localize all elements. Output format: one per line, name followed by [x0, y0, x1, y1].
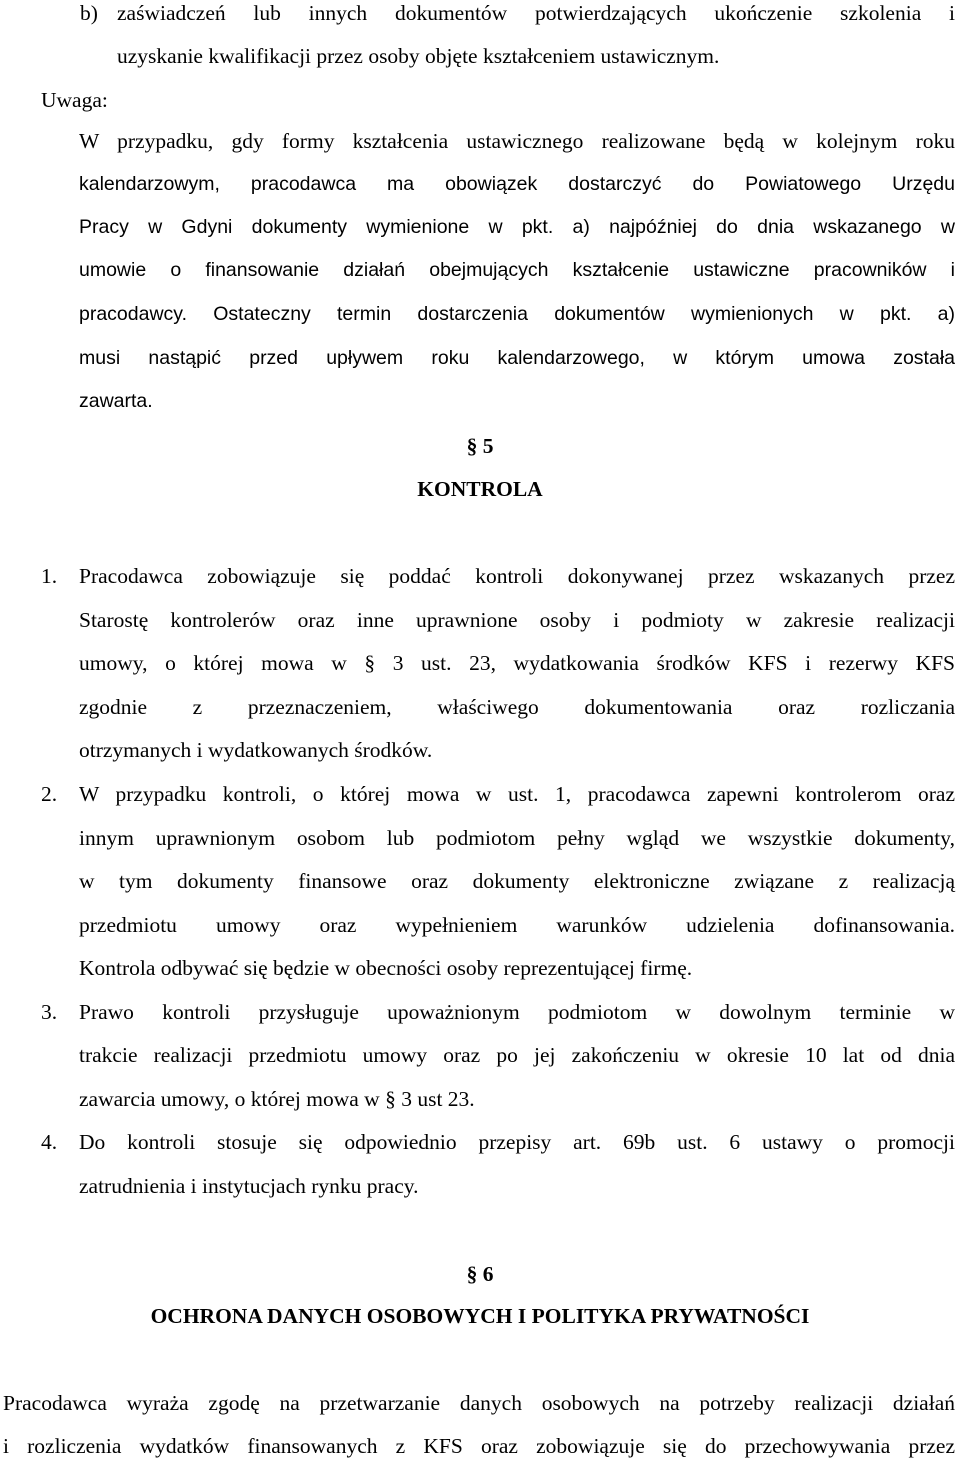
list-marker: 3. — [41, 1000, 58, 1024]
note-line: umowie o finansowanie działań obejmujących kształcenie ustawiczne pracowników i — [79, 259, 955, 281]
section-number: § 5 — [466, 434, 494, 458]
paragraph-line: w tym dokumenty finansowe oraz dokumenty elektroniczne związane z realizacją — [79, 869, 955, 893]
list-marker: b) — [80, 1, 98, 25]
paragraph-line: trakcie realizacji przedmiotu umowy oraz po jej zakończeniu w okresie 10 lat od dnia — [79, 1043, 955, 1067]
item-b-text-line: zaświadczeń lub innych dokumentów potwierdzających ukończenie szkolenia i — [117, 1, 955, 25]
note-line: pracodawcy. Ostateczny termin dostarczenia dokumentów wymienionych w pkt. a) — [79, 303, 955, 325]
note-line: W przypadku, gdy formy kształcenia ustawicznego realizowane będą w kolejnym roku — [79, 129, 955, 153]
note-line: Pracy w Gdyni dokumenty wymienione w pkt. a) najpóźniej do dnia wskazanego w — [79, 216, 955, 238]
note-label: Uwaga: — [41, 88, 108, 112]
section-title: KONTROLA — [417, 477, 543, 501]
note-line: musi nastąpić przed upływem roku kalendarzowego, w którym umowa została — [79, 347, 955, 369]
paragraph-line: innym uprawnionym osobom lub podmiotom pełny wgląd we wszystkie dokumenty, — [79, 826, 955, 850]
paragraph-line: zatrudnienia i instytucjach rynku pracy. — [79, 1174, 419, 1198]
paragraph-line: i rozliczenia wydatków finansowanych z KFS oraz zobowiązuje się do przechowywania przez — [3, 1434, 955, 1458]
section-title: OCHRONA DANYCH OSOBOWYCH I POLITYKA PRYWATNOŚCI — [150, 1304, 810, 1328]
note-line: zawarta. — [79, 390, 153, 412]
paragraph-line: zgodnie z przeznaczeniem, właściwego dokumentowania oraz rozliczania — [79, 695, 955, 719]
paragraph-line: Pracodawca zobowiązuje się poddać kontroli dokonywanej przez wskazanych przez — [79, 564, 955, 588]
paragraph-line: zawarcia umowy, o której mowa w § 3 ust 23. — [79, 1087, 475, 1111]
paragraph-line: Pracodawca wyraża zgodę na przetwarzanie danych osobowych na potrzeby realizacji działań — [3, 1391, 955, 1415]
paragraph-line: umowy, o której mowa w § 3 ust. 23, wydatkowania środków KFS i rezerwy KFS — [79, 651, 955, 675]
paragraph-line: Do kontroli stosuje się odpowiednio przepisy art. 69b ust. 6 ustawy o promocji — [79, 1130, 955, 1154]
paragraph-line: otrzymanych i wydatkowanych środków. — [79, 738, 433, 762]
paragraph-line: Kontrola odbywać się będzie w obecności osoby reprezentującej firmę. — [79, 956, 693, 980]
paragraph-line: Prawo kontroli przysługuje upoważnionym podmiotom w dowolnym terminie w — [79, 1000, 955, 1024]
paragraph-line: W przypadku kontroli, o której mowa w ust. 1, pracodawca zapewni kontrolerom oraz — [79, 782, 955, 806]
note-line: kalendarzowym, pracodawca ma obowiązek dostarczyć do Powiatowego Urzędu — [79, 173, 955, 195]
paragraph-line: Starostę kontrolerów oraz inne uprawnione osoby i podmioty w zakresie realizacji — [79, 608, 955, 632]
paragraph-line: przedmiotu umowy oraz wypełnieniem warunków udzielenia dofinansowania. — [79, 913, 955, 937]
list-marker: 2. — [41, 782, 58, 806]
section-number: § 6 — [466, 1262, 494, 1286]
item-b-text-line: uzyskanie kwalifikacji przez osoby objęte kształceniem ustawicznym. — [117, 44, 720, 68]
list-marker: 1. — [41, 564, 58, 588]
list-marker: 4. — [41, 1130, 58, 1154]
